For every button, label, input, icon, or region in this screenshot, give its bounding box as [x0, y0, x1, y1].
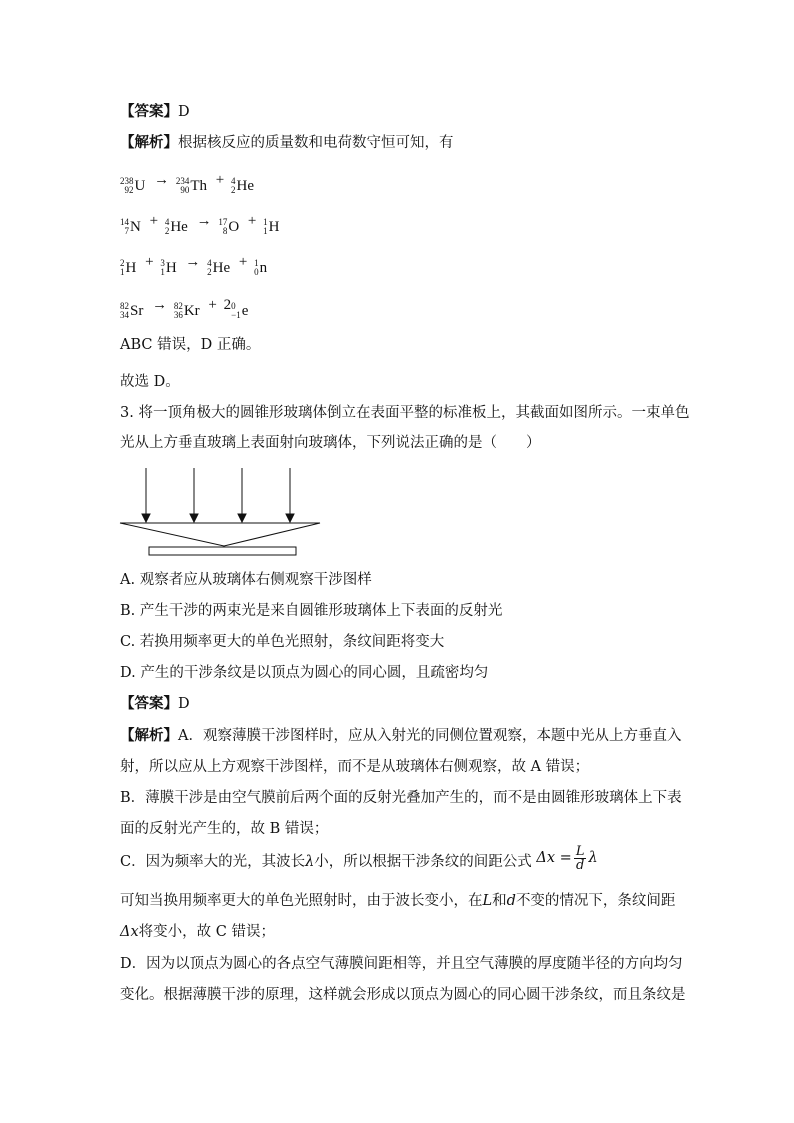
light-ray-4: [286, 468, 294, 522]
option-b: B. 产生干涉的两束光是来自圆锥形玻璃体上下表面的反射光: [120, 603, 503, 619]
answer-label: 【答案】: [120, 695, 178, 712]
option-c: C. 若换用频率更大的单色光照射，条纹间距将变大: [120, 634, 445, 650]
answer-value: D: [178, 696, 190, 712]
spacing-formula: Δx = $\frac{L}{d}$ λ: [536, 843, 598, 873]
analysis-2-c-line-3: Δx将变小，故 C 错误；: [120, 924, 275, 940]
nuclear-equation-3: 2 1 H + 3 1 H → 4 2 He + 1 0 n: [120, 254, 268, 277]
analysis-2-b-line-2: 面的反射光产生的，故 B 错误；: [120, 821, 329, 837]
option-a: A. 观察者应从玻璃体右侧观察干涉图样: [120, 572, 372, 588]
analysis-label: 【解析】: [120, 727, 178, 744]
analysis-text: 根据核反应的质量数和电荷数守恒可知，有: [178, 135, 454, 151]
analysis-2-c-line-1: C．因为频率大的光，其波长λ小，所以根据干涉条纹的间距公式 Δx = $\frac{L}{d}$ λ: [120, 843, 598, 873]
analysis-2-d-line-1: D．因为以顶点为圆心的各点空气薄膜间距相等，并且空气薄膜的厚度随半径的方向均匀: [120, 956, 683, 972]
light-ray-2: [190, 468, 198, 522]
answer-value: D: [178, 104, 190, 120]
light-ray-1: [142, 468, 150, 522]
standard-plate: [149, 547, 296, 555]
question-line-2: 光从上方垂直玻璃上表面射向玻璃体，下列说法正确的是（ ）: [120, 435, 541, 451]
light-ray-3: [238, 468, 246, 522]
analysis-label: 【解析】: [120, 134, 178, 151]
option-d: D. 产生的干涉条纹是以顶点为圆心的同心圆，且疏密均匀: [120, 665, 489, 681]
analysis-2-b-line-1: B．薄膜干涉是由空气膜前后两个面的反射光叠加产生的，而不是由圆锥形玻璃体上下表: [120, 790, 682, 806]
nuclear-equation-1: 238 92 U → 234 90 Th + 4 2 He: [120, 172, 254, 195]
analysis-1-line: [120, 133, 670, 153]
analysis-2-a-line-2: 射，所以应从上方观察干涉图样，而不是从玻璃体右侧观察，故 A 错误；: [120, 759, 590, 775]
cone-glass: [120, 523, 320, 546]
cone-glass-figure: [118, 466, 324, 558]
choice-line: 故选 D。: [120, 374, 180, 390]
analysis-2-d-line-2: 变化。根据薄膜干涉的原理，这样就会形成以顶点为圆心的同心圆干涉条纹，而且条纹是: [120, 987, 686, 1003]
question-line-1: 3. 将一顶角极大的圆锥形玻璃体倒立在表面平整的标准板上，其截面如图所示。一束单色: [120, 405, 690, 421]
conclusion-line: ABC 错误，D 正确。: [120, 337, 261, 353]
nuclear-equation-2: 14 7 N + 4 2 He → 17 8 O + 1 1 H: [120, 213, 280, 236]
nuclear-equation-4: 82 34 Sr → 82 36 Kr + 2 0 −1 e: [120, 297, 249, 320]
answer-1-line: [120, 102, 670, 122]
analysis-2-a-line-1: 【解析】A．观察薄膜干涉图样时，应从入射光的同侧位置观察，本题中光从上方垂直入: [120, 727, 682, 744]
analysis-2-c-line-2: 可知当换用频率更大的单色光照射时，由于波长变小，在L和d不变的情况下，条纹间距: [120, 893, 676, 909]
answer-label: 【答案】: [120, 103, 178, 120]
answer-2-line: [120, 694, 670, 714]
